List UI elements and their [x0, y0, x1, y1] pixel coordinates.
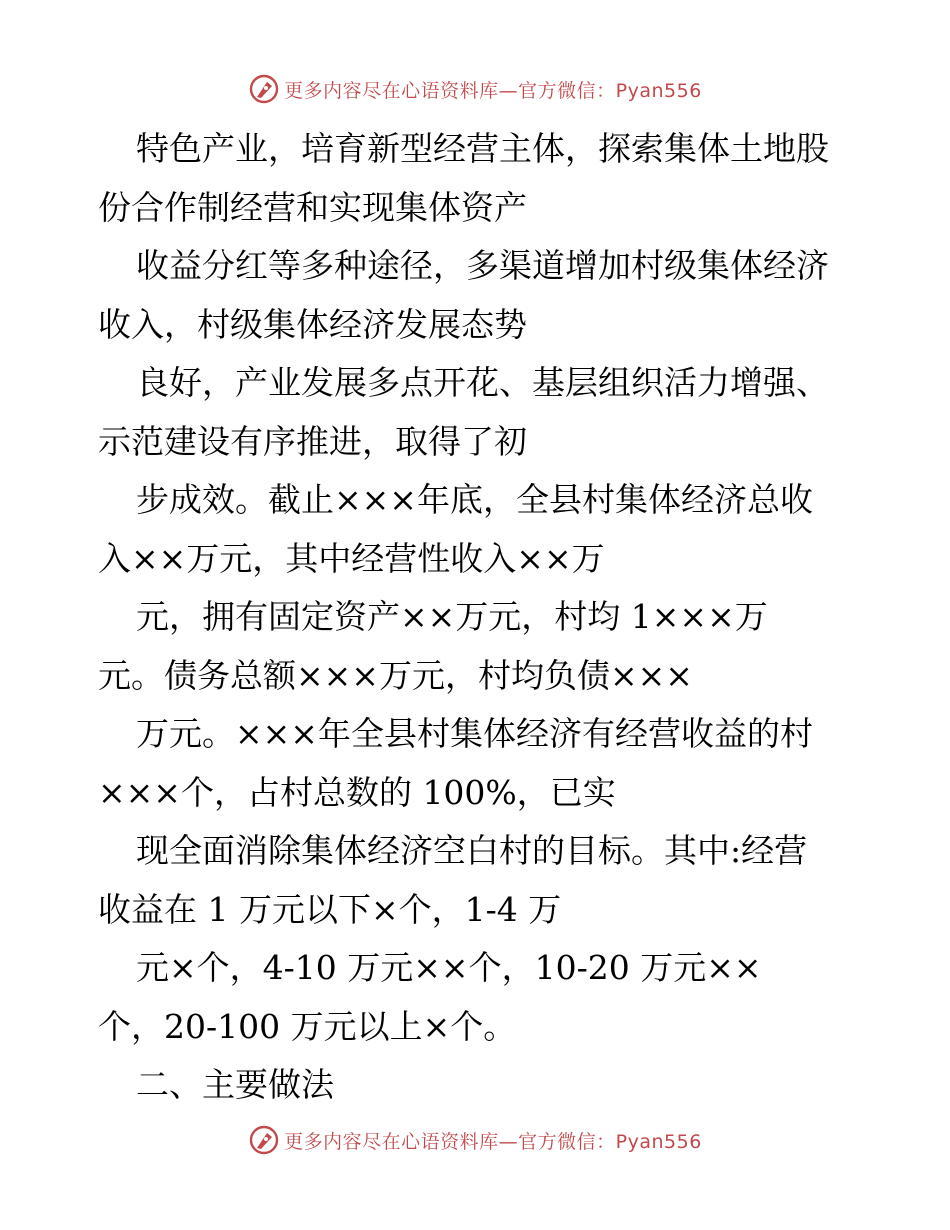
- watermark-text: 更多内容尽在心语资料库—官方微信：Pyan556: [284, 79, 702, 102]
- paragraph-line: 元。债务总额×××万元，村均负债×××: [98, 655, 693, 695]
- paragraph-line: 入××万元，其中经营性收入××万: [98, 538, 605, 578]
- paragraph-line: 特色产业，培育新型经营主体，探索集体土地股: [136, 129, 829, 168]
- paragraph-line: 收入，村级集体经济发展态势: [98, 304, 527, 344]
- paragraph-line: 示范建设有序推进，取得了初: [98, 421, 527, 461]
- paragraph-line: 元，拥有固定资产××万元，村均 1×××万: [136, 597, 768, 636]
- section-heading: 二、主要做法: [136, 1065, 334, 1104]
- paragraph-line: 收益分红等多种途径，多渠道增加村级集体经济: [136, 246, 829, 285]
- header-watermark: [0, 71, 950, 107]
- watermark-text: 更多内容尽在心语资料库—官方微信：Pyan556: [284, 1130, 702, 1153]
- paragraph-line: 步成效。截止×××年底，全县村集体经济总收: [136, 480, 813, 519]
- pen-nib-logo-icon: [248, 1124, 280, 1156]
- paragraph-line: 个，20-100 万元以上×个。: [98, 1006, 517, 1046]
- document-body: [98, 120, 858, 1115]
- paragraph-line: 良好，产业发展多点开花、基层组织活力增强、: [136, 363, 829, 402]
- footer-watermark: [0, 1122, 950, 1158]
- paragraph-line: 份合作制经营和实现集体资产: [98, 187, 527, 227]
- pen-nib-logo-icon: [248, 73, 280, 105]
- paragraph-line: 收益在 1 万元以下×个，1-4 万: [98, 889, 562, 929]
- paragraph-line: 元×个，4-10 万元××个，10-20 万元××: [136, 948, 762, 987]
- paragraph-line: 万元。×××年全县村集体经济有经营收益的村: [136, 714, 813, 753]
- paragraph-line: 现全面消除集体经济空白村的目标。其中:经营: [136, 831, 808, 870]
- paragraph-line: ×××个，占村总数的 100%，已实: [98, 772, 616, 812]
